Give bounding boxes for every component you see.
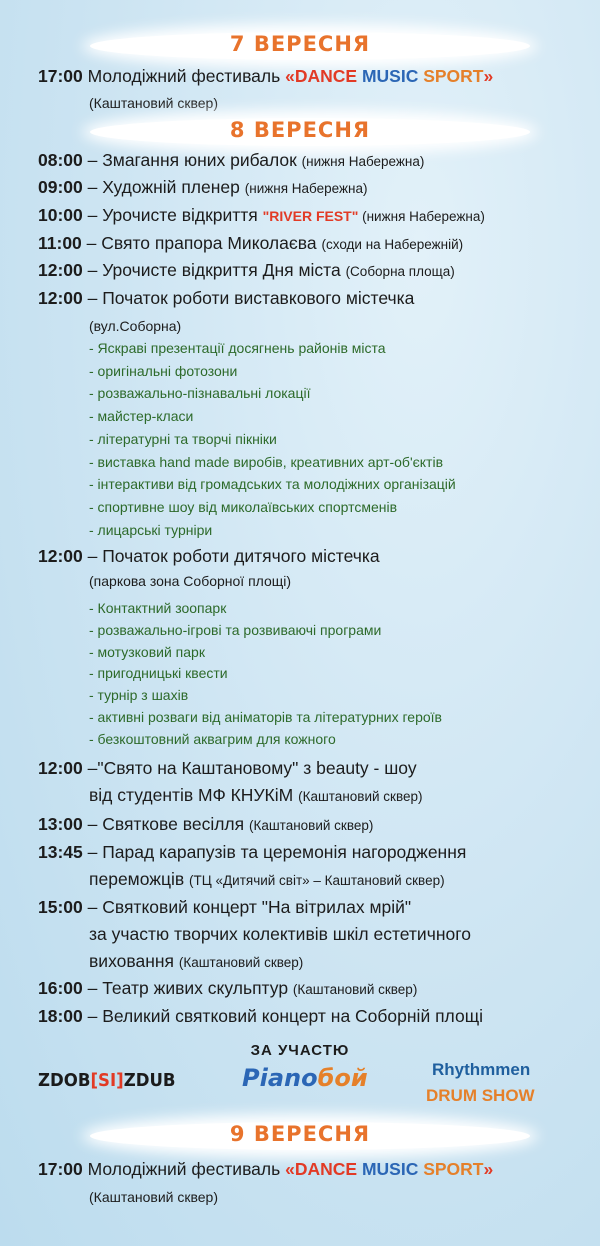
pianoboy-logo: Pianoбой bbox=[242, 1064, 368, 1092]
list-item: - літературні та творчі пікніки bbox=[89, 430, 277, 447]
day-banner-8 bbox=[0, 112, 600, 152]
list-item: - майстер-класи bbox=[89, 408, 194, 425]
event-row: 15:00 – Святковий концерт "На вітрилах мрій" bbox=[38, 897, 412, 917]
event-row: 13:00 – Святкове весілля (Каштановий сквер) bbox=[38, 814, 374, 834]
list-item: - Контактний зоопарк bbox=[89, 600, 227, 616]
day-title: 9 ВЕРЕСНЯ bbox=[229, 1122, 371, 1146]
list-item: - інтерактиви від громадських та молодіжних організацій bbox=[89, 476, 456, 493]
event-row: 12:00 – Урочисте відкриття Дня міста (Соборна площа) bbox=[38, 260, 455, 280]
event-row: 17:00 Молодіжний фестиваль «DANCE MUSIC SPORT» bbox=[38, 1159, 494, 1179]
list-item: - Яскраві презентації досягнень районів міста bbox=[89, 340, 386, 356]
event-row: 12:00 – Початок роботи виставкового містечка bbox=[38, 288, 415, 308]
with-participation: ЗА УЧАСТЮ bbox=[250, 1042, 350, 1059]
event-row: 08:00 – Змагання юних рибалок (нижня Набережна) bbox=[38, 150, 425, 170]
list-item: - лицарські турніри bbox=[89, 521, 213, 538]
event-row-cont: від студентів МФ КНУКіМ (Каштановий сквер) bbox=[89, 785, 423, 805]
event-row: 09:00 – Художній пленер (нижня Набережна) bbox=[38, 177, 368, 197]
event-row-cont: виховання (Каштановий сквер) bbox=[89, 951, 304, 971]
drum-show-logo: DRUM SHOW bbox=[426, 1086, 535, 1105]
event-row: 11:00 – Свято прапора Миколаєва (сходи на Набережній) bbox=[38, 233, 464, 253]
list-item: - виставка hand made виробів, креативних арт-об'єктів bbox=[89, 453, 444, 470]
day-title: 8 ВЕРЕСНЯ bbox=[229, 118, 371, 142]
event-place: (Каштановий сквер) bbox=[89, 95, 219, 111]
kids-place: (паркова зона Соборної площі) bbox=[89, 573, 292, 589]
event-row: 17:00 Молодіжний фестиваль «DANCE MUSIC SPORT» bbox=[38, 66, 494, 86]
day-title: 7 ВЕРЕСНЯ bbox=[229, 32, 371, 56]
list-item: - безкоштовний аквагрим для кожного bbox=[89, 730, 336, 747]
exhibit-place: (вул.Соборна) bbox=[89, 318, 182, 334]
event-row: 10:00 – Урочисте відкриття "RIVER FEST" (нижня Набережна) bbox=[38, 205, 485, 225]
list-item: - мотузковий парк bbox=[89, 643, 205, 660]
event-row: 16:00 – Театр живих скульптур (Каштановий сквер) bbox=[38, 978, 418, 998]
event-row-cont: переможців (ТЦ «Дитячий світ» – Каштановий сквер) bbox=[89, 869, 445, 889]
list-item: - пригодницькі квести bbox=[89, 665, 228, 682]
list-item: - оригінальні фотозони bbox=[89, 362, 238, 379]
event-row: 13:45 – Парад карапузів та церемонія нагородження bbox=[38, 842, 467, 862]
rhythmmen-logo: Rhythmmen bbox=[432, 1060, 531, 1079]
event-row: 12:00 –"Свято на Каштановому" з beauty - шоу bbox=[38, 758, 417, 778]
event-row: 18:00 – Великий святковий концерт на Соборній площі bbox=[38, 1006, 483, 1026]
event-row-cont: за участю творчих колективів шкіл естетичного bbox=[89, 924, 471, 944]
day-banner-7 bbox=[0, 26, 600, 66]
list-item: - активні розваги від аніматорів та літературних героїв bbox=[89, 709, 442, 725]
event-place: (Каштановий сквер) bbox=[89, 1189, 219, 1205]
zdob-logo: ZDOB[SI]ZDUB bbox=[38, 1070, 176, 1091]
day-banner-9 bbox=[0, 1116, 600, 1156]
event-row: 12:00 – Початок роботи дитячого містечка bbox=[38, 546, 380, 566]
list-item: - розважально-пізнавальні локації bbox=[89, 385, 311, 402]
list-item: - турнір з шахів bbox=[89, 687, 189, 704]
list-item: - розважально-ігрові та розвиваючі програми bbox=[89, 621, 382, 638]
list-item: - спортивне шоу від миколаївських спортсменів bbox=[89, 498, 398, 515]
